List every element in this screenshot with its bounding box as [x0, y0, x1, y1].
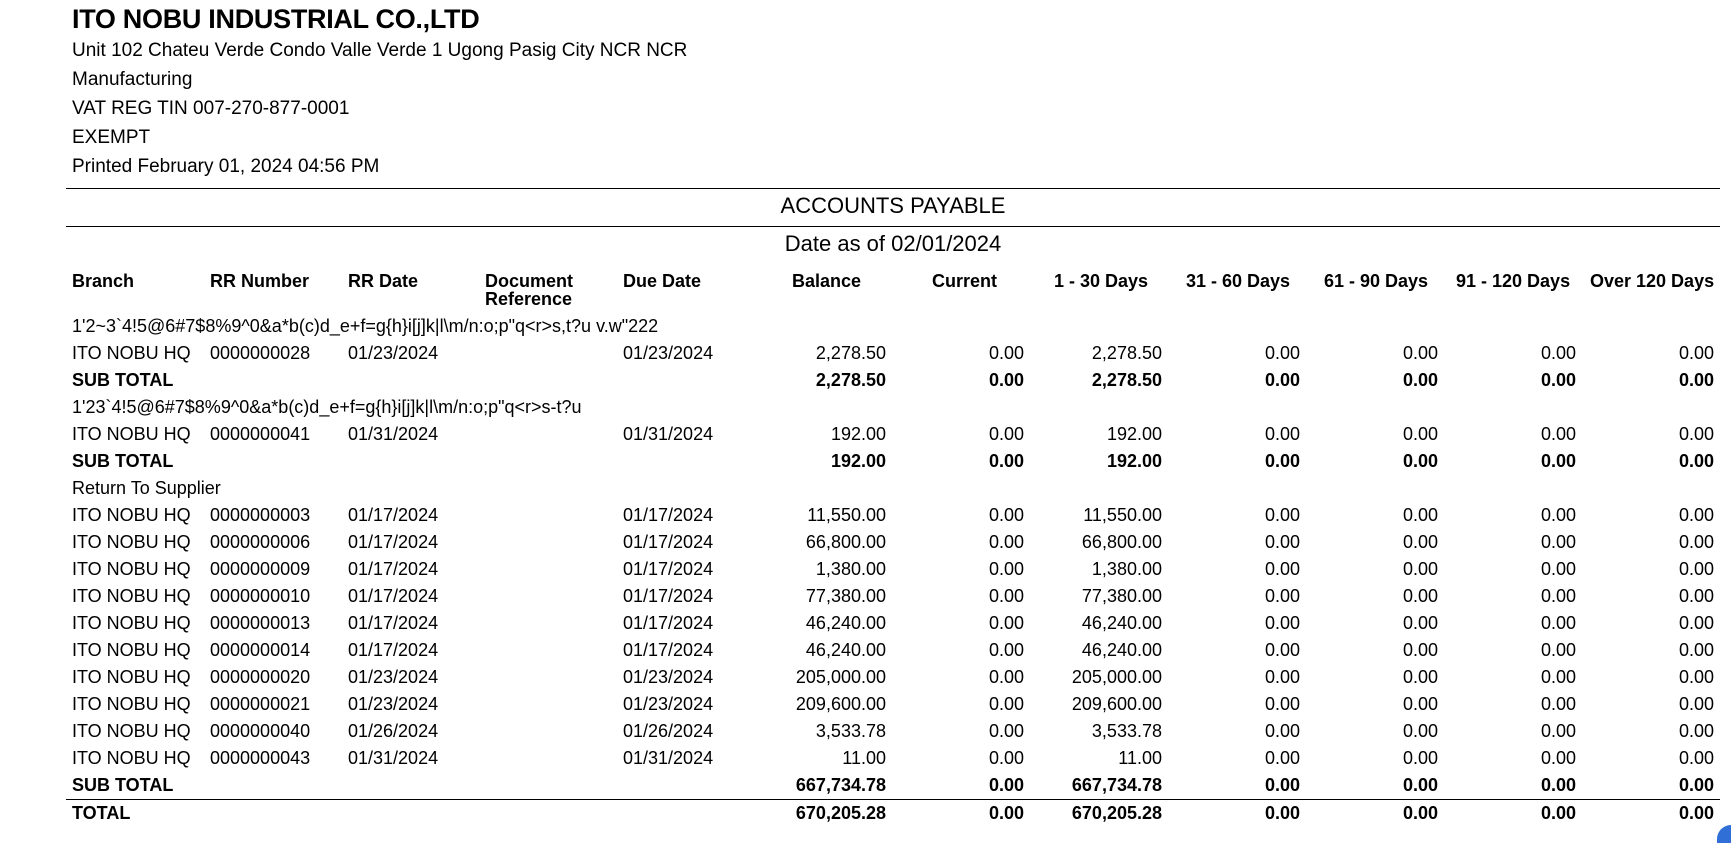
total-balance: 670,205.28 — [795, 803, 886, 823]
col-header-document-line2: Reference — [485, 289, 573, 309]
cell-current: 0.00 — [988, 640, 1024, 660]
title-bottom-rule — [66, 226, 1720, 227]
cell-61-90-days: 0.00 — [1402, 694, 1438, 714]
company-address: Unit 102 Chateu Verde Condo Valle Verde 1 Ugong Pasig City NCR NCR — [72, 40, 688, 61]
cell-balance: 46,240.00 — [805, 613, 886, 633]
subtotal-1-30-days: 192.00 — [1106, 451, 1162, 471]
subtotal-over-120-days: 0.00 — [1678, 451, 1715, 471]
cell-balance: 46,240.00 — [805, 640, 886, 660]
cell-rr-number: 0000000014 — [210, 640, 311, 660]
cell-61-90-days: 0.00 — [1402, 640, 1438, 660]
cell-rr-number: 0000000043 — [210, 748, 311, 768]
cell-over-120-days: 0.00 — [1678, 667, 1715, 687]
cell-document-reference — [480, 664, 617, 691]
total-current: 0.00 — [988, 803, 1024, 823]
cell-over-120-days: 0.00 — [1678, 586, 1715, 606]
cell-rr-number: 0000000006 — [210, 532, 311, 552]
report-title: ACCOUNTS PAYABLE — [780, 193, 1006, 218]
cell-current: 0.00 — [988, 667, 1024, 687]
cell-current: 0.00 — [988, 505, 1024, 525]
cell-current: 0.00 — [988, 748, 1024, 768]
cell-branch: ITO NOBU HQ — [72, 505, 191, 525]
cell-31-60-days: 0.00 — [1264, 532, 1300, 552]
col-header-1-30-days: 1 - 30 Days — [1054, 271, 1149, 291]
cell-branch: ITO NOBU HQ — [72, 559, 191, 579]
subtotal-balance: 2,278.50 — [815, 370, 886, 390]
cell-over-120-days: 0.00 — [1678, 424, 1715, 444]
subtotal-31-60-days: 0.00 — [1264, 370, 1300, 390]
col-header-31-60-days: 31 - 60 Days — [1186, 271, 1291, 291]
cell-over-120-days: 0.00 — [1678, 343, 1715, 363]
cell-31-60-days: 0.00 — [1264, 640, 1300, 660]
cell-91-120-days: 0.00 — [1540, 586, 1576, 606]
cell-rr-number: 0000000003 — [210, 505, 311, 525]
table-row — [66, 664, 1720, 691]
supplier-group-name: 1'2~3`4!5@6#7$8%9^0&a*b(c)d_e+f=g{h}i[j]k|l\m/n:o;p"q<r>s,t?u v.w"222 — [72, 316, 659, 336]
subtotal-61-90-days: 0.00 — [1402, 451, 1438, 471]
cell-document-reference — [480, 340, 617, 367]
subtotal-1-30-days: 2,278.50 — [1091, 370, 1162, 390]
cell-over-120-days: 0.00 — [1678, 559, 1715, 579]
cell-due-date: 01/26/2024 — [623, 721, 714, 741]
col-header-rr-number: RR Number — [210, 271, 310, 291]
cell-balance: 209,600.00 — [795, 694, 886, 714]
cell-rr-date: 01/17/2024 — [348, 505, 439, 525]
subtotal-row — [66, 448, 1720, 475]
cell-rr-date: 01/31/2024 — [348, 748, 439, 768]
cell-due-date: 01/31/2024 — [623, 748, 714, 768]
cell-rr-number: 0000000013 — [210, 613, 311, 633]
cell-1-30-days: 209,600.00 — [1071, 694, 1162, 714]
total-1-30-days: 670,205.28 — [1071, 803, 1162, 823]
payables-table — [66, 313, 1720, 827]
subtotal-31-60-days: 0.00 — [1168, 772, 1306, 800]
cell-61-90-days: 0.00 — [1402, 559, 1438, 579]
subtotal-label: SUB TOTAL — [72, 370, 174, 390]
col-header-over-120-days: Over 120 Days — [1590, 271, 1715, 291]
cell-over-120-days: 0.00 — [1678, 505, 1715, 525]
cell-31-60-days: 0.00 — [1264, 586, 1300, 606]
cell-balance: 77,380.00 — [805, 586, 886, 606]
cell-31-60-days: 0.00 — [1264, 559, 1300, 579]
group-header-row — [66, 313, 1720, 340]
cell-current: 0.00 — [988, 532, 1024, 552]
cell-31-60-days: 0.00 — [1264, 694, 1300, 714]
cell-current: 0.00 — [988, 559, 1024, 579]
subtotal-label: SUB TOTAL — [66, 772, 754, 800]
subtotal-label: SUB TOTAL — [72, 451, 174, 471]
subtotal-current: 0.00 — [892, 772, 1030, 800]
cell-over-120-days: 0.00 — [1678, 613, 1715, 633]
cell-current: 0.00 — [988, 586, 1024, 606]
cell-branch: ITO NOBU HQ — [72, 748, 191, 768]
cell-61-90-days: 0.00 — [1402, 532, 1438, 552]
cell-rr-number: 0000000041 — [210, 424, 311, 444]
cell-branch: ITO NOBU HQ — [72, 721, 191, 741]
supplier-group-name: Return To Supplier — [72, 478, 221, 498]
cell-rr-date: 01/17/2024 — [348, 586, 439, 606]
cell-1-30-days: 2,278.50 — [1091, 343, 1162, 363]
subtotal-31-60-days: 0.00 — [1264, 451, 1300, 471]
total-label: TOTAL — [72, 803, 131, 823]
cell-branch: ITO NOBU HQ — [72, 424, 191, 444]
cell-91-120-days: 0.00 — [1540, 721, 1576, 741]
cell-rr-date: 01/26/2024 — [348, 721, 439, 741]
cell-rr-number: 0000000021 — [210, 694, 311, 714]
cell-91-120-days: 0.00 — [1540, 343, 1576, 363]
cell-rr-date: 01/17/2024 — [348, 613, 439, 633]
subtotal-row — [66, 772, 1720, 800]
supplier-group-name: 1'23`4!5@6#7$8%9^0&a*b(c)d_e+f=g{h}i[j]k|l\m/n:o;p"q<r>s-t?u — [72, 397, 582, 417]
col-header-document-line1: Document — [485, 271, 574, 291]
cell-document-reference — [480, 691, 617, 718]
cell-1-30-days: 192.00 — [1106, 424, 1162, 444]
cell-document-reference — [480, 745, 617, 772]
cell-rr-date: 01/17/2024 — [348, 559, 439, 579]
cell-over-120-days: 0.00 — [1678, 721, 1715, 741]
table-row — [66, 745, 1720, 772]
payables-table-body — [66, 313, 1720, 827]
col-header-61-90-days: 61 - 90 Days — [1324, 271, 1429, 291]
cell-1-30-days: 46,240.00 — [1081, 613, 1162, 633]
cell-rr-date: 01/17/2024 — [348, 532, 439, 552]
cell-91-120-days: 0.00 — [1540, 613, 1576, 633]
cell-branch: ITO NOBU HQ — [72, 667, 191, 687]
subtotal-61-90-days: 0.00 — [1402, 370, 1438, 390]
cell-due-date: 01/17/2024 — [623, 532, 714, 552]
cell-91-120-days: 0.00 — [1540, 505, 1576, 525]
cell-61-90-days: 0.00 — [1402, 667, 1438, 687]
col-header-rr-date: RR Date — [348, 271, 419, 291]
corner-decoration — [1717, 825, 1731, 843]
total-91-120-days: 0.00 — [1540, 803, 1576, 823]
cell-document-reference — [480, 529, 617, 556]
title-top-rule — [66, 188, 1720, 189]
vat-status: EXEMPT — [72, 127, 151, 148]
subtotal-balance: 667,734.78 — [754, 772, 892, 800]
cell-balance: 3,533.78 — [815, 721, 886, 741]
cell-balance: 11,550.00 — [807, 505, 886, 525]
cell-rr-number: 0000000020 — [210, 667, 311, 687]
table-row — [66, 421, 1720, 448]
cell-rr-number: 0000000040 — [210, 721, 311, 741]
cell-rr-date: 01/23/2024 — [348, 694, 439, 714]
col-header-branch: Branch — [72, 271, 135, 291]
cell-document-reference — [480, 421, 617, 448]
cell-branch: ITO NOBU HQ — [72, 694, 191, 714]
table-row — [66, 556, 1720, 583]
cell-document-reference — [480, 610, 617, 637]
cell-1-30-days: 205,000.00 — [1071, 667, 1162, 687]
cell-due-date: 01/17/2024 — [623, 559, 714, 579]
cell-document-reference — [480, 637, 617, 664]
cell-rr-date: 01/31/2024 — [348, 424, 439, 444]
total-over-120-days: 0.00 — [1678, 803, 1715, 823]
cell-1-30-days: 11.00 — [1118, 748, 1162, 768]
cell-document-reference — [480, 556, 617, 583]
cell-31-60-days: 0.00 — [1264, 424, 1300, 444]
col-header-91-120-days: 91 - 120 Days — [1456, 271, 1571, 291]
report-date-as-of: Date as of 02/01/2024 — [784, 231, 1002, 256]
cell-due-date: 01/23/2024 — [623, 343, 714, 363]
cell-current: 0.00 — [988, 424, 1024, 444]
col-header-document-reference — [485, 272, 573, 308]
cell-rr-date: 01/23/2024 — [348, 667, 439, 687]
table-row — [66, 340, 1720, 367]
cell-rr-date: 01/17/2024 — [348, 640, 439, 660]
subtotal-row — [66, 367, 1720, 394]
cell-balance: 11.00 — [842, 748, 886, 768]
cell-rr-number: 0000000010 — [210, 586, 311, 606]
group-header-row — [66, 475, 1720, 502]
cell-balance: 192.00 — [830, 424, 886, 444]
table-row — [66, 583, 1720, 610]
cell-branch: ITO NOBU HQ — [72, 640, 191, 660]
subtotal-current: 0.00 — [988, 370, 1024, 390]
cell-91-120-days: 0.00 — [1540, 748, 1576, 768]
table-row — [66, 529, 1720, 556]
table-row — [66, 610, 1720, 637]
cell-91-120-days: 0.00 — [1540, 532, 1576, 552]
group-header-row — [66, 394, 1720, 421]
cell-61-90-days: 0.00 — [1402, 721, 1438, 741]
cell-61-90-days: 0.00 — [1402, 748, 1438, 768]
col-header-current: Current — [932, 271, 998, 291]
subtotal-91-120-days: 0.00 — [1540, 370, 1576, 390]
subtotal-1-30-days: 667,734.78 — [1030, 772, 1168, 800]
cell-31-60-days: 0.00 — [1264, 721, 1300, 741]
total-31-60-days: 0.00 — [1264, 803, 1300, 823]
cell-31-60-days: 0.00 — [1264, 748, 1300, 768]
cell-balance: 2,278.50 — [815, 343, 886, 363]
cell-current: 0.00 — [988, 343, 1024, 363]
cell-balance: 1,380.00 — [815, 559, 886, 579]
cell-61-90-days: 0.00 — [1402, 586, 1438, 606]
col-header-due-date: Due Date — [623, 271, 702, 291]
cell-rr-date: 01/23/2024 — [348, 343, 439, 363]
cell-91-120-days: 0.00 — [1540, 667, 1576, 687]
cell-due-date: 01/23/2024 — [623, 667, 714, 687]
cell-rr-number: 0000000028 — [210, 343, 311, 363]
cell-31-60-days: 0.00 — [1264, 343, 1300, 363]
company-tin: VAT REG TIN 007-270-877-0001 — [72, 98, 350, 119]
cell-31-60-days: 0.00 — [1264, 667, 1300, 687]
cell-61-90-days: 0.00 — [1402, 613, 1438, 633]
cell-current: 0.00 — [988, 694, 1024, 714]
cell-1-30-days: 77,380.00 — [1081, 586, 1162, 606]
cell-over-120-days: 0.00 — [1678, 694, 1715, 714]
cell-due-date: 01/17/2024 — [623, 586, 714, 606]
company-name: ITO NOBU INDUSTRIAL CO.,LTD — [72, 4, 480, 34]
total-row — [66, 800, 1720, 828]
cell-branch: ITO NOBU HQ — [72, 613, 191, 633]
cell-due-date: 01/17/2024 — [623, 613, 714, 633]
cell-91-120-days: 0.00 — [1540, 694, 1576, 714]
subtotal-over-120-days: 0.00 — [1582, 772, 1720, 800]
cell-current: 0.00 — [988, 613, 1024, 633]
printed-timestamp: Printed February 01, 2024 04:56 PM — [72, 156, 380, 177]
cell-due-date: 01/17/2024 — [623, 640, 714, 660]
subtotal-current: 0.00 — [988, 451, 1024, 471]
cell-91-120-days: 0.00 — [1540, 424, 1576, 444]
cell-61-90-days: 0.00 — [1402, 424, 1438, 444]
cell-31-60-days: 0.00 — [1264, 613, 1300, 633]
company-industry: Manufacturing — [72, 69, 193, 90]
col-header-balance: Balance — [792, 271, 862, 291]
cell-due-date: 01/17/2024 — [623, 505, 714, 525]
subtotal-61-90-days: 0.00 — [1306, 772, 1444, 800]
cell-document-reference — [480, 502, 617, 529]
cell-31-60-days: 0.00 — [1264, 505, 1300, 525]
table-row — [66, 718, 1720, 745]
cell-1-30-days: 1,380.00 — [1091, 559, 1162, 579]
cell-1-30-days: 66,800.00 — [1081, 532, 1162, 552]
table-row — [66, 691, 1720, 718]
cell-due-date: 01/31/2024 — [623, 424, 714, 444]
cell-91-120-days: 0.00 — [1540, 640, 1576, 660]
cell-balance: 66,800.00 — [805, 532, 886, 552]
cell-91-120-days: 0.00 — [1540, 559, 1576, 579]
cell-over-120-days: 0.00 — [1678, 748, 1715, 768]
cell-document-reference — [480, 583, 617, 610]
subtotal-balance: 192.00 — [830, 451, 886, 471]
report-header — [72, 2, 687, 181]
subtotal-91-120-days: 0.00 — [1540, 451, 1576, 471]
table-row — [66, 502, 1720, 529]
cell-rr-number: 0000000009 — [210, 559, 311, 579]
cell-branch: ITO NOBU HQ — [72, 343, 191, 363]
cell-balance: 205,000.00 — [795, 667, 886, 687]
cell-due-date: 01/23/2024 — [623, 694, 714, 714]
cell-branch: ITO NOBU HQ — [72, 532, 191, 552]
cell-document-reference — [480, 718, 617, 745]
subtotal-91-120-days: 0.00 — [1444, 772, 1582, 800]
cell-61-90-days: 0.00 — [1402, 343, 1438, 363]
cell-current: 0.00 — [988, 721, 1024, 741]
cell-over-120-days: 0.00 — [1678, 640, 1715, 660]
cell-over-120-days: 0.00 — [1678, 532, 1715, 552]
cell-1-30-days: 3,533.78 — [1091, 721, 1162, 741]
cell-branch: ITO NOBU HQ — [72, 586, 191, 606]
table-row — [66, 637, 1720, 664]
cell-1-30-days: 11,550.00 — [1083, 505, 1162, 525]
subtotal-over-120-days: 0.00 — [1678, 370, 1715, 390]
cell-1-30-days: 46,240.00 — [1081, 640, 1162, 660]
cell-61-90-days: 0.00 — [1402, 505, 1438, 525]
total-61-90-days: 0.00 — [1402, 803, 1438, 823]
